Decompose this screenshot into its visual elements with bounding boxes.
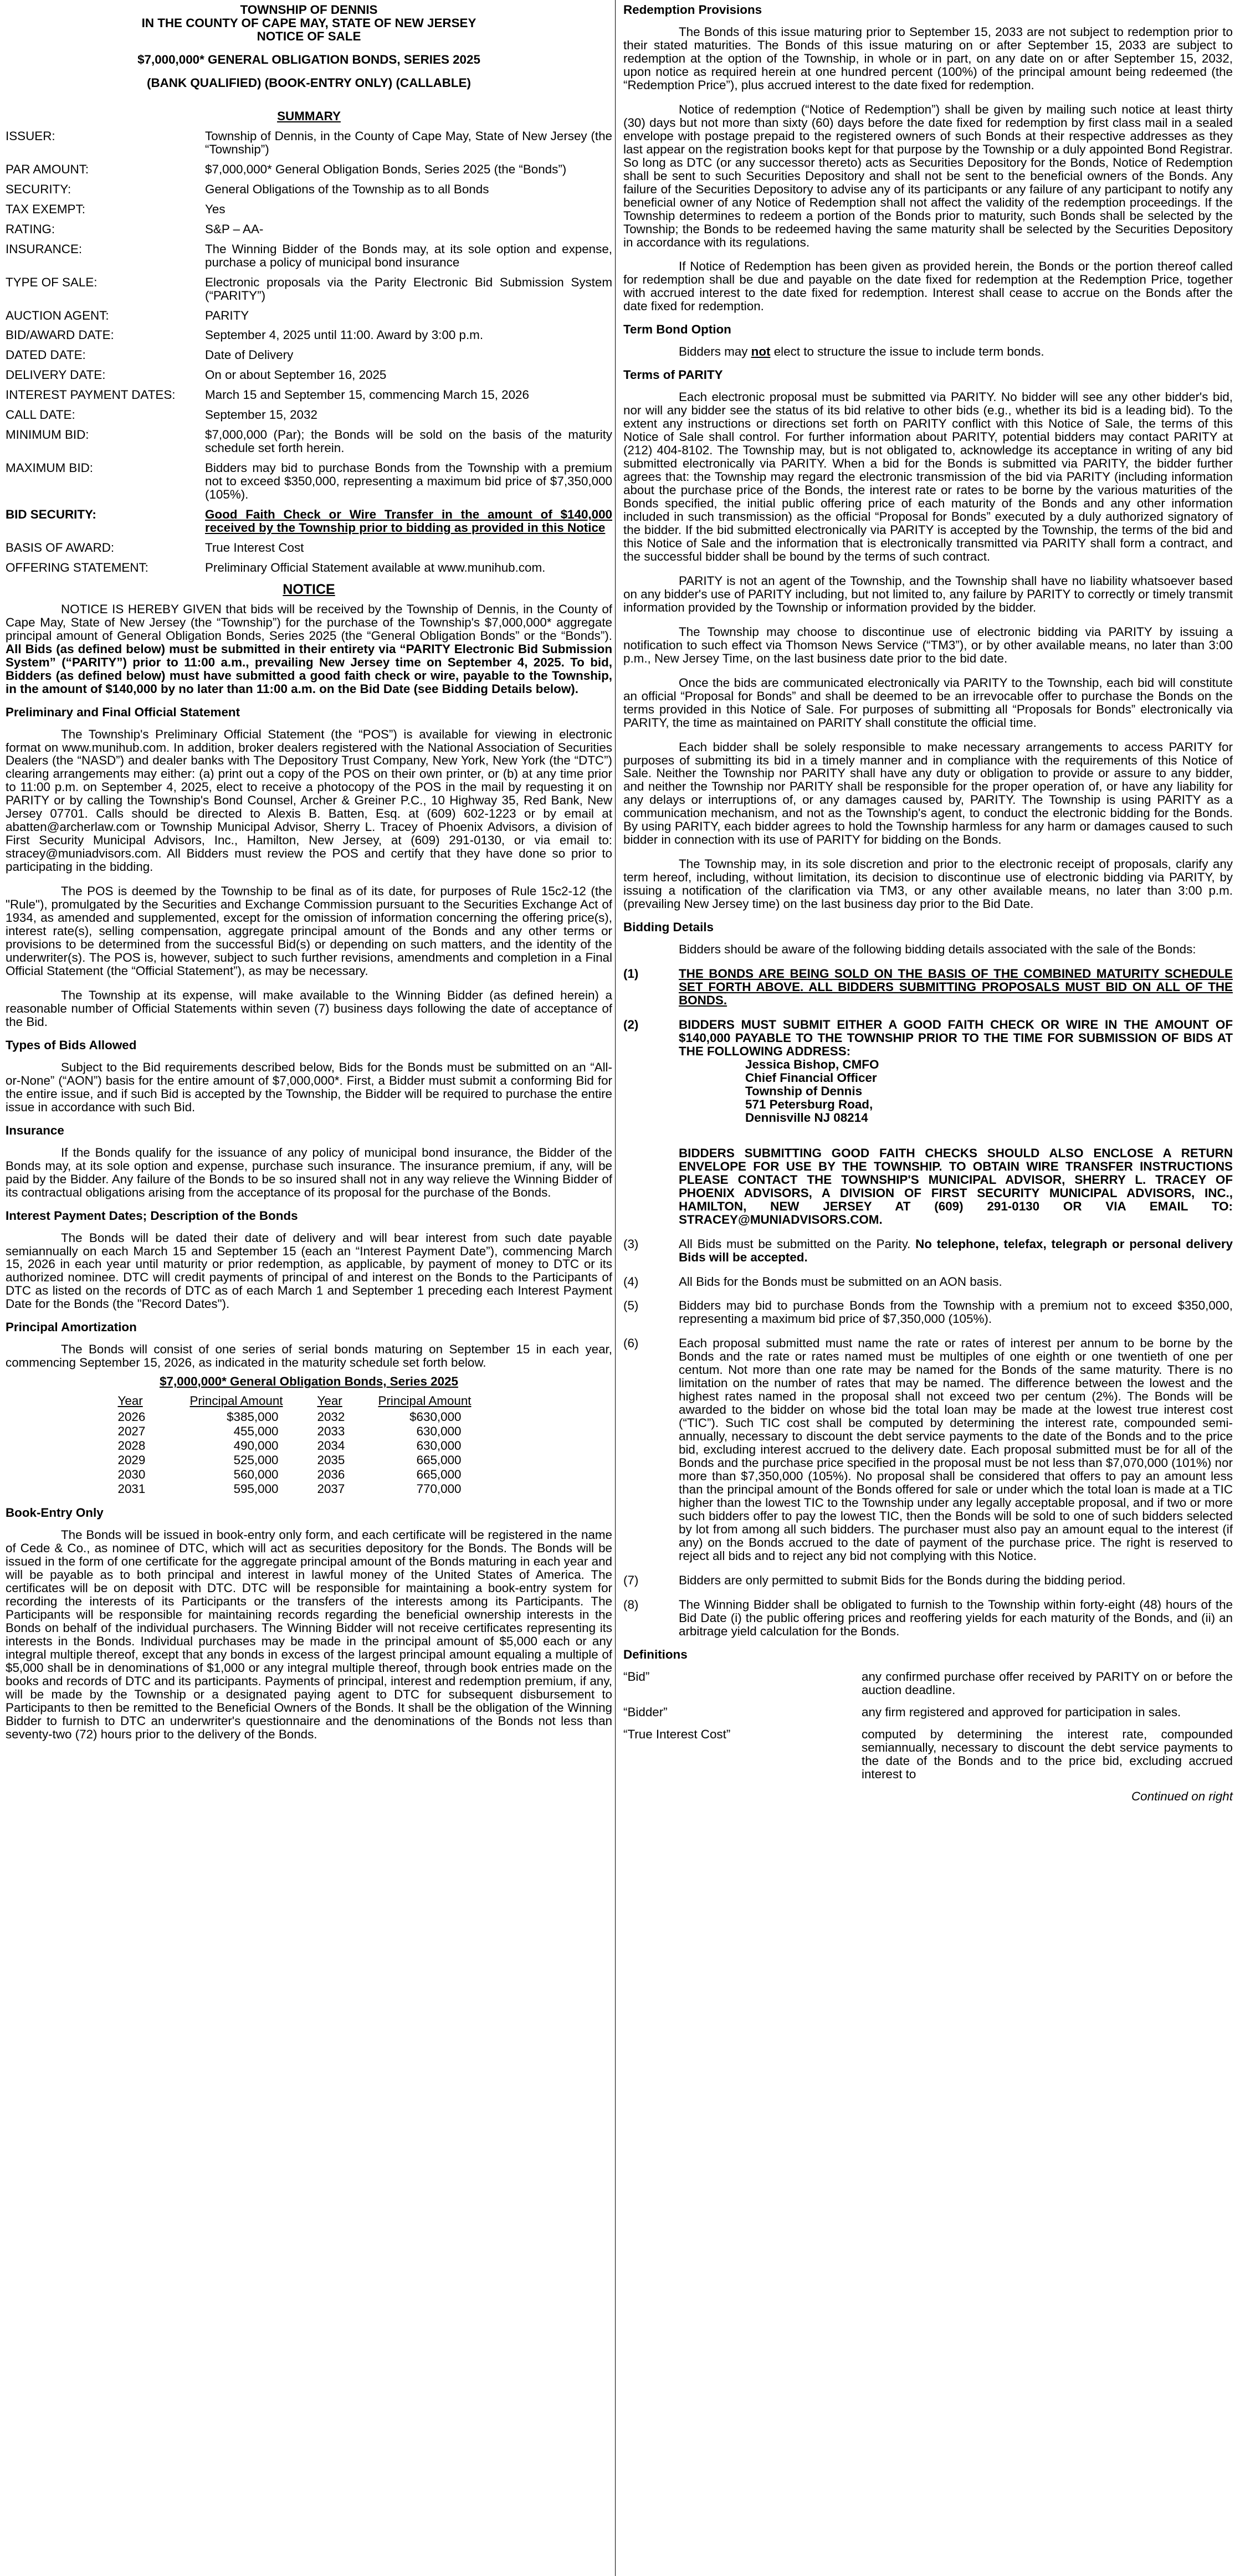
summary-label: RATING: <box>6 222 55 236</box>
column-header: Year <box>317 1394 342 1408</box>
table-row <box>118 1424 500 1439</box>
summary-label: INSURANCE: <box>6 242 83 256</box>
summary-label: SECURITY: <box>6 182 71 196</box>
table-row <box>118 1439 500 1453</box>
table-cell: 2031 <box>117 1482 146 1496</box>
definition-text: any firm registered and approved for participation in sales. <box>862 1705 1181 1719</box>
summary-title: SUMMARY <box>277 109 341 123</box>
summary-label: ISSUER: <box>6 129 55 143</box>
paragraph: Subject to the Bid requirements described below, Bids for the Bonds must be submitted on an “All-or-None” (“AON”) basis for the entire amount of $7,000,000*. First, a Bidder must submit a conforming Bid for the entire issue, and if such Bid is accepted by the Township, the Bidder will be required to purchase the entire issue in accordance with such Bid. <box>6 1060 612 1114</box>
section-heading: Term Bond Option <box>623 322 731 337</box>
paragraph: The Bonds of this issue maturing prior to September 15, 2033 are not subject to redemption prior to their stated maturities. The Bonds of this issue maturing on or after September 15, 2033 are subject to redemption at the option of the Township, in whole or in part, on any date on or after September 15, 2032, upon notice as required herein at one hundred percent (100%) of the principal amount being redeemed (the “Redemption Price”), plus accrued interest to the date fixed for redemption. <box>623 24 1233 92</box>
summary-row <box>6 461 612 501</box>
summary-table <box>6 130 612 574</box>
table-row <box>118 1410 500 1424</box>
table-cell: $630,000 <box>409 1410 462 1424</box>
list-item <box>623 1574 1233 1587</box>
summary-row <box>6 329 612 342</box>
list-item <box>623 1018 1233 1227</box>
table-cell: 2036 <box>317 1467 345 1482</box>
column-header: Year <box>117 1394 143 1408</box>
header-bond-title: $7,000,000* GENERAL OBLIGATION BONDS, SERIES 2025 <box>137 52 480 66</box>
table-cell: 2037 <box>317 1482 345 1496</box>
table-cell: 2029 <box>117 1453 146 1467</box>
summary-row <box>6 183 612 196</box>
paragraph: Bidders should be aware of the following bidding details associated with the sale of the Bonds: <box>679 942 1196 957</box>
notice-title: NOTICE <box>283 582 335 598</box>
text-span-bold: No telephone, telefax, telegraph or personal delivery Bids will be accepted. <box>679 1236 1233 1264</box>
summary-value: Good Faith Check or Wire Transfer in the amount of $140,000 received by the Township prior to bidding as provided in this Notice <box>205 507 612 535</box>
definition-term: “True Interest Cost” <box>623 1727 731 1741</box>
notice-intro-bold: All Bids (as defined below) must be submitted in their entirety via “PARITY Electronic Bid Submission System” (“PARITY”) prior to 11:00 a.m., prevailing New Jersey time on September 4, 2025. To bid, Bidders (as defined below) must have submitted a good faith check or wire, payable to the Township, in the amount of $140,000 by no later than 11:00 a.m. on the Bid Date (see Bidding Details below). <box>6 642 612 696</box>
table-cell: 595,000 <box>233 1482 279 1496</box>
list-number: (3) <box>623 1236 639 1251</box>
list-text: THE BONDS ARE BEING SOLD ON THE BASIS OF THE COMBINED MATURITY SCHEDULE SET FORTH ABOVE. ALL BIDDERS SUBMITTING PROPOSALS MUST BID ON ALL OF THE BONDS. <box>679 967 1233 1008</box>
header-notice: NOTICE OF SALE <box>257 29 361 43</box>
summary-label: BID/AWARD DATE: <box>6 328 114 342</box>
summary-value: Date of Delivery <box>205 348 294 362</box>
list-text: All Bids for the Bonds must be submitted on an AON basis. <box>679 1274 1002 1289</box>
list-text: The Winning Bidder shall be obligated to furnish to the Township within forty-eight (48) hours of the Bid Date (i) the public offering prices and reoffering yields for each maturity of the Bonds, and (ii) an arbitrage yield calculation for the Bonds. <box>679 1597 1233 1638</box>
table-cell: 455,000 <box>233 1424 279 1439</box>
definition-text: computed by determining the interest rate, compounded semiannually, necessary to discount the debt service payments to the date of the Bonds and to the price bid, excluding accrued interest to <box>862 1727 1233 1781</box>
section-heading: Bidding Details <box>623 920 714 935</box>
summary-label: INTEREST PAYMENT DATES: <box>6 388 176 402</box>
paragraph: Each bidder shall be solely responsible to make necessary arrangements to access PARITY for purposes of submitting its bid in a timely manner and in compliance with the requirements of this Notice of Sale. Neither the Township nor PARITY shall have any duty or obligation to provide or assure to any bidder, and neither the Township nor PARITY shall be responsible for the proper operation of, or have any liability for any delays or interruptions of, or any damages caused by, PARITY. The Township is using PARITY as a communication mechanism, and not as the Township's agent, to conduct the electronic bidding for the Bonds. By using PARITY, each bidder agrees to hold the Township harmless for any harm or damages caused to such bidder in connection with its use of PARITY for bidding on the Bonds. <box>623 740 1233 847</box>
paragraph: PARITY is not an agent of the Township, and the Township shall have no liability whatsoever based on any bidder's use of PARITY including, but not limited to, any failure by PARITY to correctly or timely transmit information provided by the Township or information provided by the bidder. <box>623 573 1233 614</box>
table-cell: 560,000 <box>233 1467 279 1482</box>
summary-row <box>6 163 612 176</box>
list-text <box>679 1238 1233 1264</box>
maturity-schedule-table <box>118 1394 500 1496</box>
summary-row <box>6 348 612 362</box>
summary-row <box>6 243 612 269</box>
paragraph: Once the bids are communicated electronically via PARITY to the Township, each bid will constitute an official “Proposal for Bonds” and shall be deemed to be an irrevocable offer to purchase the Bonds on the terms provided in this Notice of Sale. For purposes of submitting all “Proposals for Bonds” electronically via PARITY, the time as maintained on PARITY shall constitute the official time. <box>623 675 1233 730</box>
summary-label: CALL DATE: <box>6 408 75 422</box>
section-heading: Principal Amortization <box>6 1320 137 1335</box>
table-row <box>118 1453 500 1467</box>
summary-label: DELIVERY DATE: <box>6 368 106 382</box>
list-text: Bidders are only permitted to submit Bids for the Bonds during the bidding period. <box>679 1573 1126 1587</box>
table-cell: 2030 <box>117 1467 146 1482</box>
list-number: (2) <box>623 1018 639 1032</box>
table-cell: $385,000 <box>227 1410 279 1424</box>
summary-row <box>6 309 612 322</box>
list-text: Bidders may bid to purchase Bonds from the Township with a premium not to exceed $350,000, representing a maximum bid price of $7,350,000 (105%). <box>679 1299 1233 1326</box>
address-block <box>745 1058 1233 1125</box>
text-span: All Bids must be submitted on the Parity. <box>679 1236 916 1251</box>
table-header-row <box>118 1394 500 1410</box>
summary-value: Preliminary Official Statement available at www.munihub.com. <box>205 561 546 575</box>
paragraph: The Township may choose to discontinue use of electronic bidding via PARITY by issuing a notification to such effect via Thomson News Service (“TM3”), or by other available means, no later than 3:00 p.m., New Jersey Time, on the last business date prior to the bid date. <box>623 624 1233 665</box>
section-heading: Interest Payment Dates; Description of the Bonds <box>6 1208 298 1223</box>
section-heading: Redemption Provisions <box>623 3 762 17</box>
paragraph: Notice of redemption (“Notice of Redemption”) shall be given by mailing such notice at least thirty (30) days but not more than sixty (60) days before the date fixed for redemption by first class mail in a sealed envelope with postage prepaid to the registered owners of such Bonds at their respective addresses as they last appear on the registration books kept for that purpose by the Township or a duly appointed Bond Registrar. So long as DTC (or any successor thereto) acts as Securities Depository for the Bonds, Notice of Redemption shall be sent to such Securities Depository and shall not be sent to the beneficial owners of the Bonds. Any failure of the Securities Depository to advise any of its participants or any failure of any participant to notify any beneficial owner of any Notice of Redemption shall not affect the validity of the redemption proceedings. If the Township determines to redeem a portion of the Bonds prior to maturity, such Bonds shall be selected by the Township; the Bonds to be redeemed having the same maturity shall be selected by the Securities Depository in accordance with its regulations. <box>623 102 1233 249</box>
list-number: (6) <box>623 1336 639 1351</box>
table-cell: 630,000 <box>416 1424 462 1439</box>
section-heading: Terms of PARITY <box>623 368 723 382</box>
definition-row <box>623 1728 1233 1781</box>
summary-row <box>6 368 612 382</box>
list-number: (5) <box>623 1299 639 1313</box>
notice-intro <box>6 603 612 696</box>
summary-value: S&P – AA- <box>205 222 264 236</box>
list-number: (1) <box>623 967 639 981</box>
header-county: IN THE COUNTY OF CAPE MAY, STATE OF NEW JERSEY <box>141 16 476 30</box>
summary-value: Township of Dennis, in the County of Cape May, State of New Jersey (the “Township”) <box>205 129 612 156</box>
summary-value: September 4, 2025 until 11:00. Award by 3:00 p.m. <box>205 328 484 342</box>
summary-label: MINIMUM BID: <box>6 428 89 442</box>
summary-row <box>6 223 612 236</box>
list-text: BIDDERS MUST SUBMIT EITHER A GOOD FAITH CHECK OR WIRE IN THE AMOUNT OF $140,000 PAYABLE TO THE TOWNSHIP PRIOR TO THE TIME FOR SUBMISSION OF BIDS AT THE FOLLOWING ADDRESS: <box>679 1018 1233 1058</box>
definition-row <box>623 1706 1233 1719</box>
definition-term: “Bidder” <box>623 1705 668 1719</box>
table-cell: 2034 <box>317 1439 345 1453</box>
section-heading: Definitions <box>623 1647 688 1661</box>
summary-row <box>6 276 612 302</box>
paragraph: If the Bonds qualify for the issuance of any policy of municipal bond insurance, the Bidder of the Bonds may, at its sole option and expense, purchase such insurance. The insurance premium, if any, will be paid by the Bidder. Any failure of the Bonds to be so insured shall not in any way relieve the Winning Bidder of its contractual obligations arising from the acceptance of its proposal for the purchase of the Bonds. <box>6 1145 612 1199</box>
summary-label: BASIS OF AWARD: <box>6 541 115 555</box>
table-cell: 2027 <box>117 1424 146 1439</box>
address-line: Chief Financial Officer <box>745 1070 877 1085</box>
paragraph: The Township's Preliminary Official Statement (the “POS”) is available for viewing in electronic format on www.munihub.com. In addition, broker dealers registered with the National Association of Securities Dealers (the “NASD”) and dealer banks with The Depository Trust Company, New York, New York (the “DTC”) clearing arrangements may either: (a) print out a copy of the POS on their own printer, or (b) at any time prior to 11:00 p.m. on September 4, 2025, elect to receive a photocopy of the POS in the mail by requesting it on PARITY or by calling the Township's Bond Counsel, Archer & Greiner P.C., 10 Highway 35, Red Bank, New Jersey 07701. Calls should be directed to Alexis B. Batten, Esq. at (609) 602-1223 or by email at abatten@archerlaw.com or Township Municipal Advisor, Sherry L. Tracey of Phoenix Advisors, a division of First Security Municipal Advisors, Inc., Hamilton, New Jersey, at (609) 291-0130, or via email to: stracey@muniadvisors.com. All Bidders must review the POS and certify that they have done so prior to participating in the bidding. <box>6 727 612 874</box>
table-cell: 2028 <box>117 1439 146 1453</box>
notice-intro-text: NOTICE IS HEREBY GIVEN that bids will be received by the Township of Dennis, in the County of Cape May, State of New Jersey (the “Township”) for the purchase of the Township's $7,000,000* aggregate principal amount of General Obligation Bonds, Series 2025 (the “General Obligation Bonds” or the “Bonds”). <box>6 602 612 643</box>
summary-value: On or about September 16, 2025 <box>205 368 387 382</box>
section-heading: Types of Bids Allowed <box>6 1038 137 1052</box>
address-line: 571 Petersburg Road, <box>745 1097 873 1111</box>
paragraph <box>623 345 1233 358</box>
paragraph: The Township at its expense, will make available to the Winning Bidder (as defined herein) a reasonable number of Official Statements within seven (7) business days following the date of acceptance of the Bid. <box>6 988 612 1029</box>
summary-row <box>6 408 612 422</box>
list-item <box>623 1337 1233 1562</box>
continued-note: Continued on right <box>1131 1789 1233 1803</box>
address-line: Dennisville NJ 08214 <box>745 1110 868 1125</box>
list-item <box>623 1275 1233 1289</box>
paragraph: The POS is deemed by the Township to be final as of its date, for purposes of Rule 15c2-12 (the "Rule"), promulgated by the Securities and Exchange Commission pursuant to the Securities Exchange Act of 1934, as amended and supplemented, except for the omission of information concerning the offering price(s), interest rate(s), selling compensation, aggregate principal amount of the Bonds and any other terms or provisions to be determined from the successful Bid(s) or depending on such matters, and the identity of the underwriter(s). The POS is, however, subject to such further revisions, amendments and completion in a Final Official Statement (the “Official Statement”), as may be necessary. <box>6 884 612 978</box>
summary-value: PARITY <box>205 308 249 322</box>
summary-label: DATED DATE: <box>6 348 86 362</box>
summary-value: General Obligations of the Township as to all Bonds <box>205 182 489 196</box>
summary-row <box>6 130 612 156</box>
table-cell: 2026 <box>117 1410 146 1424</box>
section-heading: Book-Entry Only <box>6 1506 104 1520</box>
header-qualifiers: (BANK QUALIFIED) (BOOK-ENTRY ONLY) (CALLABLE) <box>146 75 472 90</box>
table-cell: 490,000 <box>233 1439 279 1453</box>
definition-row <box>623 1670 1233 1697</box>
list-item <box>623 1238 1233 1264</box>
address-line: Township of Dennis <box>745 1084 863 1098</box>
summary-label: TAX EXEMPT: <box>6 202 85 216</box>
paragraph: Each electronic proposal must be submitted via PARITY. No bidder will see any other bidder's bid, nor will any bidder see the status of its bid relative to other bids (e.g., whether its bid is a leading bid). To the extent any instructions or directions set forth on PARITY conflict with this Notice of Sale, the terms of this Notice of Sale shall control. For further information about PARITY, potential bidders may contact PARITY at (212) 404-8102. The Township may, but is not obligated to, acknowledge its acceptance in writing of any bid submitted electronically via PARITY. When a bid for the Bonds is submitted via PARITY, the bidder further agrees that: the Township may regard the electronic transmission of the bid via PARITY (including information about the purchase price of the Bonds, the interest rate or rates to be borne by the various maturities of the Bonds specified, the initial public offering price of each maturity of the Bonds and any other information included in such transmission) as the official “Proposal for Bonds” executed by a duly authorized signatory of the bidder. If the bid submitted electronically via PARITY is accepted by the Township, the terms of the bid and this Notice of Sale and the information that is electronically transmitted via PARITY shall form a contract, and the successful bidder shall be bound by the terms of such contract. <box>623 390 1233 563</box>
column-header: Principal Amount <box>378 1394 472 1408</box>
table-row <box>118 1467 500 1482</box>
list-number: (4) <box>623 1274 639 1289</box>
text-span: elect to structure the issue to include term bonds. <box>770 345 1044 359</box>
list-text: BIDDERS SUBMITTING GOOD FAITH CHECKS SHOULD ALSO ENCLOSE A RETURN ENVELOPE FOR USE BY THE TOWNSHIP. TO OBTAIN WIRE TRANSFER INSTRUCTIONS PLEASE CONTACT THE TOWNSHIP'S MUNICIPAL ADVISOR, SHERRY L. TRACEY OF PHOENIX ADVISORS, A DIVISION OF FIRST SECURITY MUNICIPAL ADVISORS, INC., HAMILTON, NEW JERSEY AT (609) 291-0130 OR VIA EMAIL TO: STRACEY@MUNIADVISORS.COM. <box>679 1146 1233 1227</box>
column-header: Principal Amount <box>189 1394 283 1408</box>
summary-row <box>6 508 612 535</box>
definition-term: “Bid” <box>623 1669 650 1684</box>
table-cell: 2033 <box>317 1424 345 1439</box>
list-number: (8) <box>623 1597 639 1612</box>
list-number: (7) <box>623 1573 639 1587</box>
table-cell: 525,000 <box>233 1453 279 1467</box>
summary-value: $7,000,000* General Obligation Bonds, Series 2025 (the “Bonds”) <box>205 162 567 176</box>
summary-value: The Winning Bidder of the Bonds may, at its sole option and expense, purchase a policy of municipal bond insurance <box>205 242 612 269</box>
summary-label: MAXIMUM BID: <box>6 461 93 475</box>
column-divider <box>615 0 616 2576</box>
address-line: Jessica Bishop, CMFO <box>745 1057 879 1071</box>
list-item <box>623 1598 1233 1638</box>
header-township: TOWNSHIP OF DENNIS <box>240 3 378 17</box>
summary-label: AUCTION AGENT: <box>6 308 109 322</box>
table-row <box>118 1482 500 1496</box>
list-body <box>679 1018 1233 1227</box>
summary-label: PAR AMOUNT: <box>6 162 89 176</box>
paragraph: The Bonds will be issued in book-entry only form, and each certificate will be registered in the name of Cede & Co., as nominee of DTC, which will act as securities depository for the Bonds. The Bonds will be issued in the form of one certificate for the aggregate principal amount of the Bonds maturing in each year and will be payable as to both principal and interest in lawful money of the United States of America. The certificates will be on deposit with DTC. DTC will be responsible for maintaining a book-entry system for recording the interests of its Participants or the transfers of the interests among its Participants. The Participants will be responsible for maintaining records regarding the beneficial ownership interests in the Bonds on behalf of the individual purchasers. The Winning Bidder will not receive certificates representing its interests in the Bonds. Individual purchases may be made in the principal amount of $5,000 each or any integral multiple thereof, except that any bonds in excess of the largest principal amount equaling a multiple of $5,000 shall be in denominations of $1,000 or any integral multiple thereof, through book entries made on the books and records of DTC and its participants. Payments of principal, interest and redemption premium, if any, will be made by the Township or a designated paying agent to DTC for subsequent disbursement to Participants to then be remitted to the Beneficial Owners of the Bonds. It shall be the obligation of the Winning Bidder to furnish to DTC an underwriter's questionnaire and the denominations of the Bonds not less than seventy-two (72) hours prior to the delivery of the Bonds. <box>6 1527 612 1741</box>
maturity-schedule-title: $7,000,000* General Obligation Bonds, Series 2025 <box>160 1374 458 1389</box>
table-cell: 770,000 <box>416 1482 462 1496</box>
summary-row <box>6 388 612 402</box>
summary-value: True Interest Cost <box>205 541 304 555</box>
table-cell: 665,000 <box>416 1467 462 1482</box>
summary-value: Yes <box>205 202 226 216</box>
summary-value: March 15 and September 15, commencing March 15, 2026 <box>205 388 529 402</box>
summary-label: TYPE OF SALE: <box>6 275 98 289</box>
paragraph: The Township may, in its sole discretion and prior to the electronic receipt of proposals, clarify any term hereof, including, without limitation, its decision to discontinue use of electronic bidding via PARITY, by issuing a notification of the clarification via TM3, or any other available means, no later than 3:00 p.m. (prevailing New Jersey time) on the last business day prior to the Bid Date. <box>623 857 1233 911</box>
paragraph: If Notice of Redemption has been given as provided herein, the Bonds or the portion thereof called for redemption shall be due and payable on the date fixed for redemption at the Redemption Price, together with accrued interest to the date fixed for redemption. Interest shall cease to accrue on the Bonds after the date fixed for redemption. <box>623 259 1233 314</box>
summary-row <box>6 561 612 574</box>
section-heading: Insurance <box>6 1123 64 1137</box>
table-cell: 2035 <box>317 1453 345 1467</box>
summary-value: September 15, 2032 <box>205 408 317 422</box>
summary-row <box>6 203 612 216</box>
summary-row <box>6 428 612 455</box>
text-span: Bidders may <box>679 345 751 359</box>
definition-text: any confirmed purchase offer received by PARITY on or before the auction deadline. <box>862 1669 1233 1697</box>
table-cell: 665,000 <box>416 1453 462 1467</box>
list-item <box>623 967 1233 1007</box>
summary-value: Electronic proposals via the Parity Electronic Bid Submission System (“PARITY”) <box>205 275 612 302</box>
summary-label: BID SECURITY: <box>6 507 96 522</box>
summary-row <box>6 541 612 555</box>
list-item <box>623 1299 1233 1326</box>
section-heading: Preliminary and Final Official Statement <box>6 705 240 719</box>
summary-value: Bidders may bid to purchase Bonds from the Township with a premium not to exceed $350,000, representing a maximum bid price of $7,350,000 (105%). <box>205 461 612 502</box>
table-cell: 630,000 <box>416 1439 462 1453</box>
paragraph: The Bonds will be dated their date of delivery and will bear interest from such date payable semiannually on each March 15 and September 15 (each an “Interest Payment Date”), commencing March 15, 2026 in each year until maturity or prior redemption, as applicable, by payment of money to DTC or its authorized nominee. DTC will credit payments of principal of and interest on the Bonds to the Participants of DTC as listed on the records of DTC as of each March 1 and September 1 preceding each Interest Payment Date for the Bonds (the "Record Dates"). <box>6 1230 612 1311</box>
summary-label: OFFERING STATEMENT: <box>6 561 148 575</box>
table-cell: 2032 <box>317 1410 345 1424</box>
left-column <box>6 3 612 1741</box>
paragraph: The Bonds will consist of one series of serial bonds maturing on September 15 in each year, commencing September 15, 2026, as indicated in the maturity schedule set forth below. <box>6 1342 612 1370</box>
summary-value: $7,000,000 (Par); the Bonds will be sold on the basis of the maturity schedule set forth herein. <box>205 428 612 455</box>
right-column <box>623 3 1233 1803</box>
list-text: Each proposal submitted must name the rate or rates of interest per annum to be borne by the Bonds and the rate or rates named must be multiples of one eighth or one twentieth of one per centum. Not more than one rate may be named for the Bonds of the same maturity. There is no limitation on the number of rates that may be named. The difference between the lowest and the highest rates named in the proposal shall not exceed two per centum (2%). The Bonds will be awarded to the bidder on whose bid the total loan may be made at the lowest true interest cost (“TIC”). Such TIC cost shall be computed by determining the interest rate, compounded semi-annually, necessary to discount the debt service payments to the date of the Bonds and to the price bid, excluding interest accrued to the delivery date. Each proposal submitted must be for all of the Bonds and the purchase price specified in the proposal must be not less than $7,070,000 (101%) nor more than $7,350,000 (105%). No proposal shall be considered that offers to pay an amount less than the principal amount of the Bonds offered for sale or under which the total loan is made at a TIC higher than the lowest TIC to the Township under any legally acceptable proposal, and if two or more such bidders offer to pay the lowest TIC, then the Bonds will be sold to one of such bidders selected by lot from among all such bidders. The purchaser must also pay an amount equal to the interest (if any) on the Bonds accrued to the date of payment of the purchase price. The right is reserved to reject all bids and to reject any bid not complying with this Notice. <box>679 1336 1233 1563</box>
emphasis-not: not <box>751 345 771 359</box>
